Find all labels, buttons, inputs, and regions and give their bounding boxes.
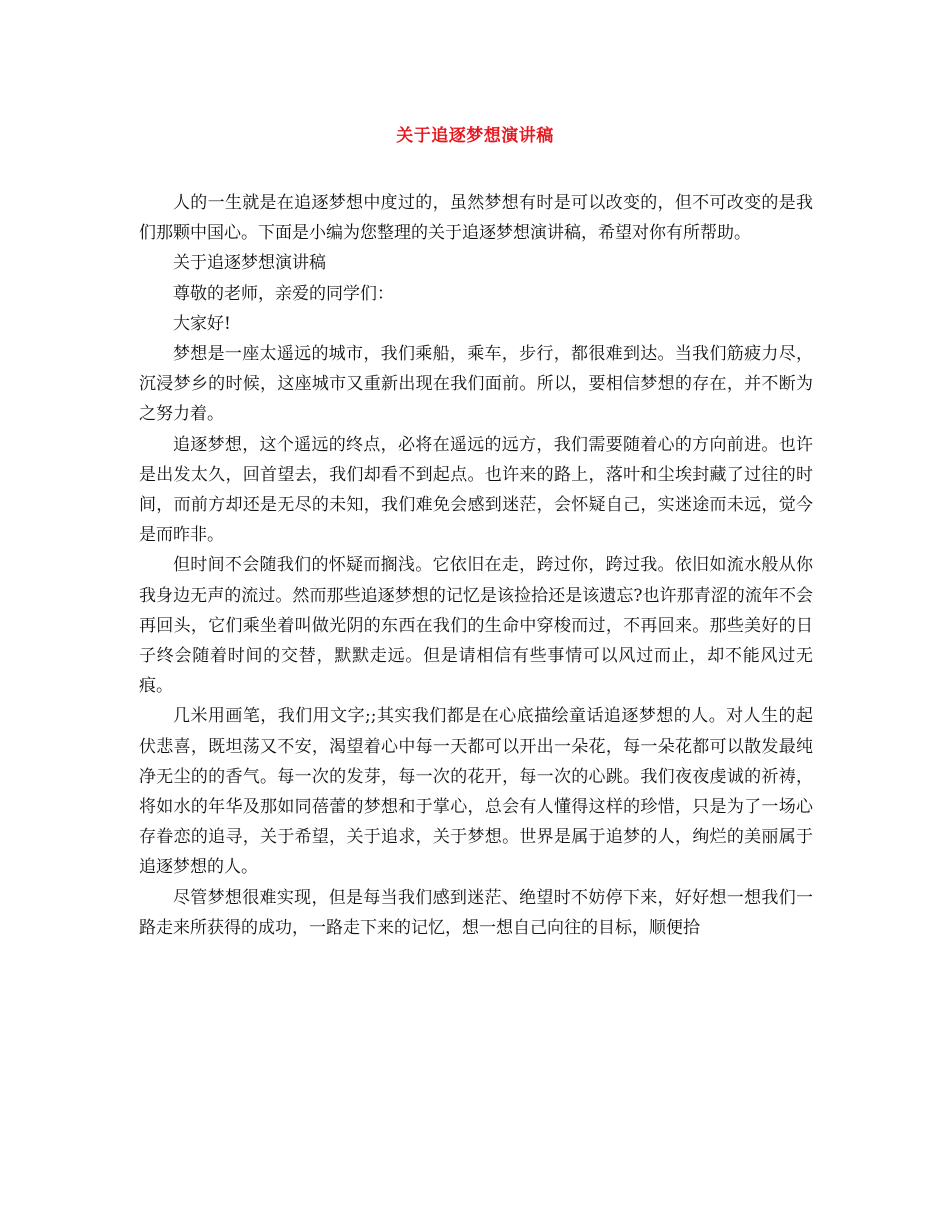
paragraph-chasing-dream: 追逐梦想，这个遥远的终点，必将在遥远的远方，我们需要随着心的方向前进。也许是出发太久，回首望去，我们却看不到起点。也许来的路上，落叶和尘埃封藏了过往的时间，而前方却还是无尽的未知，我们难免会感到迷茫，会怀疑自己，实迷途而未远，觉今是而昨非。: [139, 434, 813, 546]
paragraph-salutation: 尊敬的老师，亲爱的同学们：: [173, 283, 394, 304]
document-body: [139, 188, 813, 943]
paragraph-jimmy: 几米用画笔，我们用文字;;其实我们都是在心底描绘童话追逐梦想的人。对人生的起伏悲喜，既坦荡又不安，渴望着心中每一天都可以开出一朵花，每一朵花都可以散发最纯净无尘的的香气。每一次的发芽，每一次的花开，每一次的心跳。我们夜夜虔诚的祈祷，将如水的年华及那如同蓓蕾的梦想和于掌心，总会有人懂得这样的珍惜，只是为了一场心存眷恋的追寻，关于希望，关于追求，关于梦想。世界是属于追梦的人，绚烂的美丽属于追逐梦想的人。: [139, 706, 813, 878]
document-title: 关于追逐梦想演讲稿: [396, 126, 554, 146]
paragraph-time: 但时间不会随我们的怀疑而搁浅。它依旧在走，跨过你，跨过我。依旧如流水般从你我身边无声的流过。然而那些追逐梦想的记忆是该捡拾还是该遗忘?也许那青涩的流年不会再回头，它们乘坐着叫做光阴的东西在我们的生命中穿梭而过，不再回来。那些美好的日子终会随着时间的交替，默默走远。但是请相信有些事情可以风过而止，却不能风过无痕。: [139, 555, 813, 697]
paragraph-despite: 尽管梦想很难实现，但是每当我们感到迷茫、绝望时不妨停下来，好好想一想我们一路走来所获得的成功，一路走下来的记忆，想一想自己向往的目标，顺便拾: [139, 887, 813, 938]
paragraph-greeting: 大家好!: [173, 313, 231, 334]
paragraph-speech-heading: 关于追逐梦想演讲稿: [173, 253, 326, 274]
paragraph-dream-city: 梦想是一座太遥远的城市，我们乘船，乘车，步行，都很难到达。当我们筋疲力尽，沉浸梦乡的时候，这座城市又重新出现在我们面前。所以，要相信梦想的存在，并不断为之努力着。: [139, 344, 813, 425]
paragraph-intro: 人的一生就是在追逐梦想中度过的，虽然梦想有时是可以改变的，但不可改变的是我们那颗中国心。下面是小编为您整理的关于追逐梦想演讲稿，希望对你有所帮助。: [139, 193, 813, 244]
